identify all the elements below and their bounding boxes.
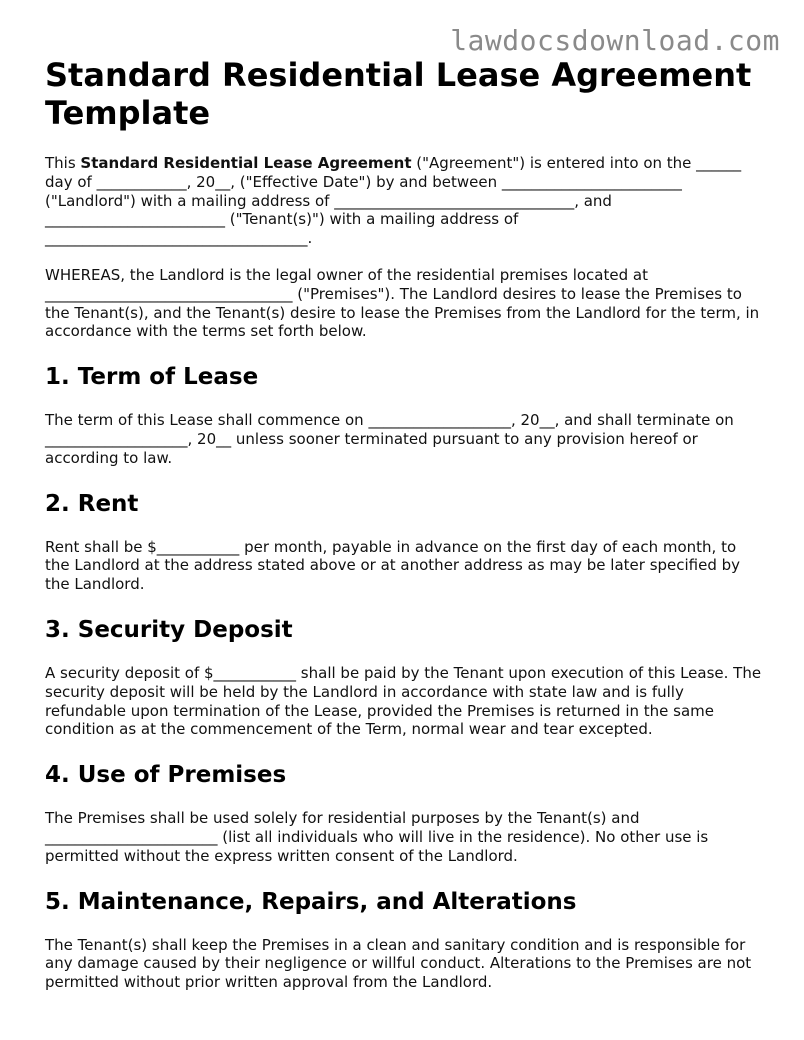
intro-paragraph bbox=[45, 154, 765, 248]
agreement-name: Standard Residential Lease Agreement bbox=[80, 154, 412, 172]
section-body-use-of-premises: The Premises shall be used solely for residential purposes by the Tenant(s) and _______________________ (list all individuals who will live in the residence). No other use is permitted without the express written consent of the Landlord. bbox=[45, 809, 709, 865]
section-heading-use-of-premises: 4. Use of Premises bbox=[45, 762, 287, 789]
site-watermark: lawdocsdownload.com bbox=[450, 24, 780, 57]
section-body-security-deposit: A security deposit of $___________ shall be paid by the Tenant upon execution of this Lease. The security deposit will be held by the Landlord in accordance with state law and is fully refundable upon termination of the Lease, provided the Premises is returned in the same condition as at the commencement of the Term, normal wear and tear excepted. bbox=[45, 663, 762, 739]
intro-prefix: This bbox=[45, 154, 81, 172]
section-heading-term: 1. Term of Lease bbox=[45, 364, 259, 391]
intro-text: ("Agreement") is entered into on the ______ day of ____________, 20__, ("Effective Date") by and between ________________________ ("Landlord") with a mailing address of ________________________________, and ________________________ ("Tenant(s)") with a mailing address of ___________________________________. bbox=[45, 154, 742, 248]
section-body-maintenance: The Tenant(s) shall keep the Premises in a clean and sanitary condition and is responsible for any damage caused by their negligence or willful conduct. Alterations to the Premises are not permitted without prior written approval from the Landlord. bbox=[45, 935, 752, 992]
whereas-paragraph: WHEREAS, the Landlord is the legal owner of the residential premises located at _________________________________ ("Premises"). The Landlord desires to lease the Premises to the Tenant(s), and the Tenant(s) desire to lease the Premises from the Landlord for the term, in accordance with the terms set forth below. bbox=[45, 265, 760, 341]
section-heading-rent: 2. Rent bbox=[45, 490, 139, 517]
document-body bbox=[45, 56, 765, 1010]
page-title: Standard Residential Lease Agreement Template bbox=[45, 56, 752, 132]
section-body-term: The term of this Lease shall commence on ___________________, 20__, and shall terminate on ___________________, 20__ unless sooner terminated pursuant to any provision hereof or according to law. bbox=[45, 411, 734, 467]
section-heading-maintenance: 5. Maintenance, Repairs, and Alterations bbox=[45, 888, 577, 915]
section-heading-security-deposit: 3. Security Deposit bbox=[45, 616, 293, 643]
section-body-rent: Rent shall be $___________ per month, payable in advance on the first day of each month, to the Landlord at the address stated above or at another address as may be later specified by the Landlord. bbox=[45, 537, 741, 594]
